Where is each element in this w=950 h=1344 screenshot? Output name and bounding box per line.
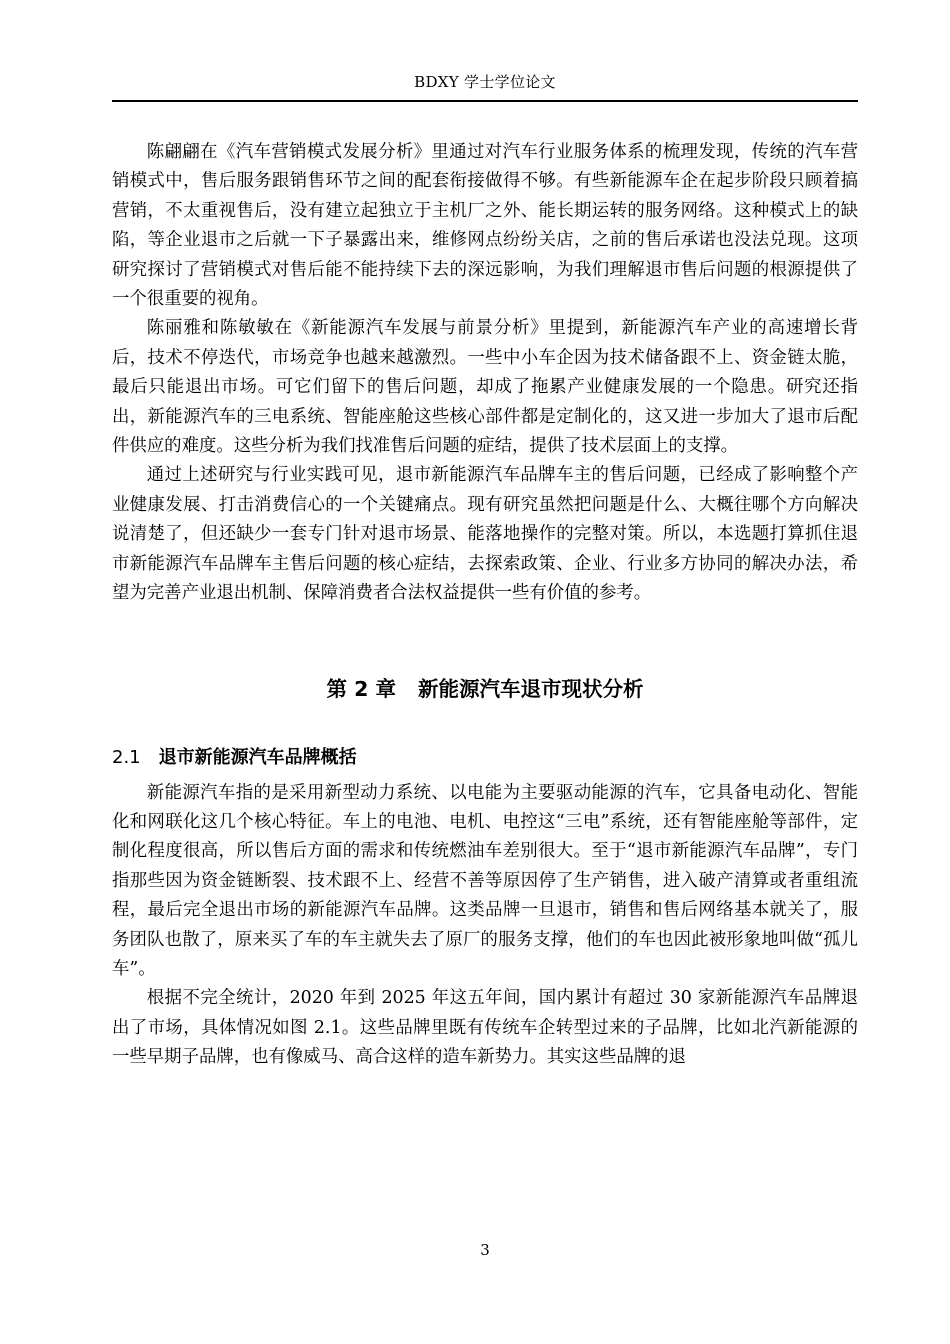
body-paragraph: 新能源汽车指的是采用新型动力系统、以电能为主要驱动能源的汽车，它具备电动化、智能化和网联化这几个核心特征。车上的电池、电机、电控这“三电”系统，还有智能座舱等部件，定制化程度很高，所以售后方面的需求和传统燃油车差别很大。至于“退市新能源汽车品牌”，专门指那些因为资金链断裂、技术跟不上、经营不善等原因停了生产销售，进入破产清算或者重组流程，最后完全退出市场的新能源汽车品牌。这类品牌一旦退市，销售和售后网络基本就关了，服务团队也散了，原来买了车的车主就失去了原厂的服务支撑，他们的车也因此被形象地叫做“孤儿车”。	[112, 782, 858, 979]
body-paragraph: 陈丽雅和陈敏敏在《新能源汽车发展与前景分析》里提到，新能源汽车产业的高速增长背后，技术不停迭代，市场竞争也越来越激烈。一些中小车企因为技术储备跟不上、资金链太脆，最后只能退出市场。可它们留下的售后问题，却成了拖累产业健康发展的一个隐患。研究还指出，新能源汽车的三电系统、智能座舱这些核心部件都是定制化的，这又进一步加大了退市后配件供应的难度。这些分析为我们找准售后问题的症结，提供了技术层面上的支撑。	[112, 318, 858, 457]
body-paragraph: 陈翩翩在《汽车营销模式发展分析》里通过对汽车行业服务体系的梳理发现，传统的汽车营销模式中，售后服务跟销售环节之间的配套衔接做得不够。有些新能源车企在起步阶段只顾着搞营销，不太重视售后，没有建立起独立于主机厂之外、能长期运转的服务网络。这种模式上的缺陷，等企业退市之后就一下子暴露出来，维修网点纷纷关店，之前的售后承诺也没法兑现。这项研究探讨了营销模式对售后能不能持续下去的深远影响，为我们理解退市售后问题的根源提供了一个很重要的视角。	[112, 142, 858, 310]
body-paragraph: 根据不完全统计，2020 年到 2025 年这五年间，国内累计有超过 30 家新能源汽车品牌退出了市场，具体情况如图 2.1。这些品牌里既有传统车企转型过来的子品牌，比如北汽新能源的一些早期子品牌，也有像威马、高合这样的造车新势力。其实这些品牌的退	[112, 988, 858, 1068]
page-body	[112, 138, 858, 1073]
section-heading	[112, 743, 858, 773]
page-header: BDXY 学士学位论文	[414, 73, 556, 91]
section-title: 退市新能源汽车品牌概括	[158, 746, 357, 768]
header-divider	[112, 100, 858, 102]
section-number: 2.1	[112, 746, 141, 768]
chapter-number: 第 2 章	[326, 676, 397, 701]
chapter-title: 新能源汽车退市现状分析	[418, 676, 644, 701]
chapter-heading	[112, 669, 858, 709]
page-number: 3	[480, 1241, 490, 1259]
body-paragraph: 通过上述研究与行业实践可见，退市新能源汽车品牌车主的售后问题，已经成了影响整个产业健康发展、打击消费信心的一个关键痛点。现有研究虽然把问题是什么、大概往哪个方向解决说清楚了，但还缺少一套专门针对退市场景、能落地操作的完整对策。所以，本选题打算抓住退市新能源汽车品牌车主售后问题的核心症结，去探索政策、企业、行业多方协同的解决办法，希望为完善产业退出机制、保障消费者合法权益提供一些有价值的参考。	[112, 465, 858, 604]
